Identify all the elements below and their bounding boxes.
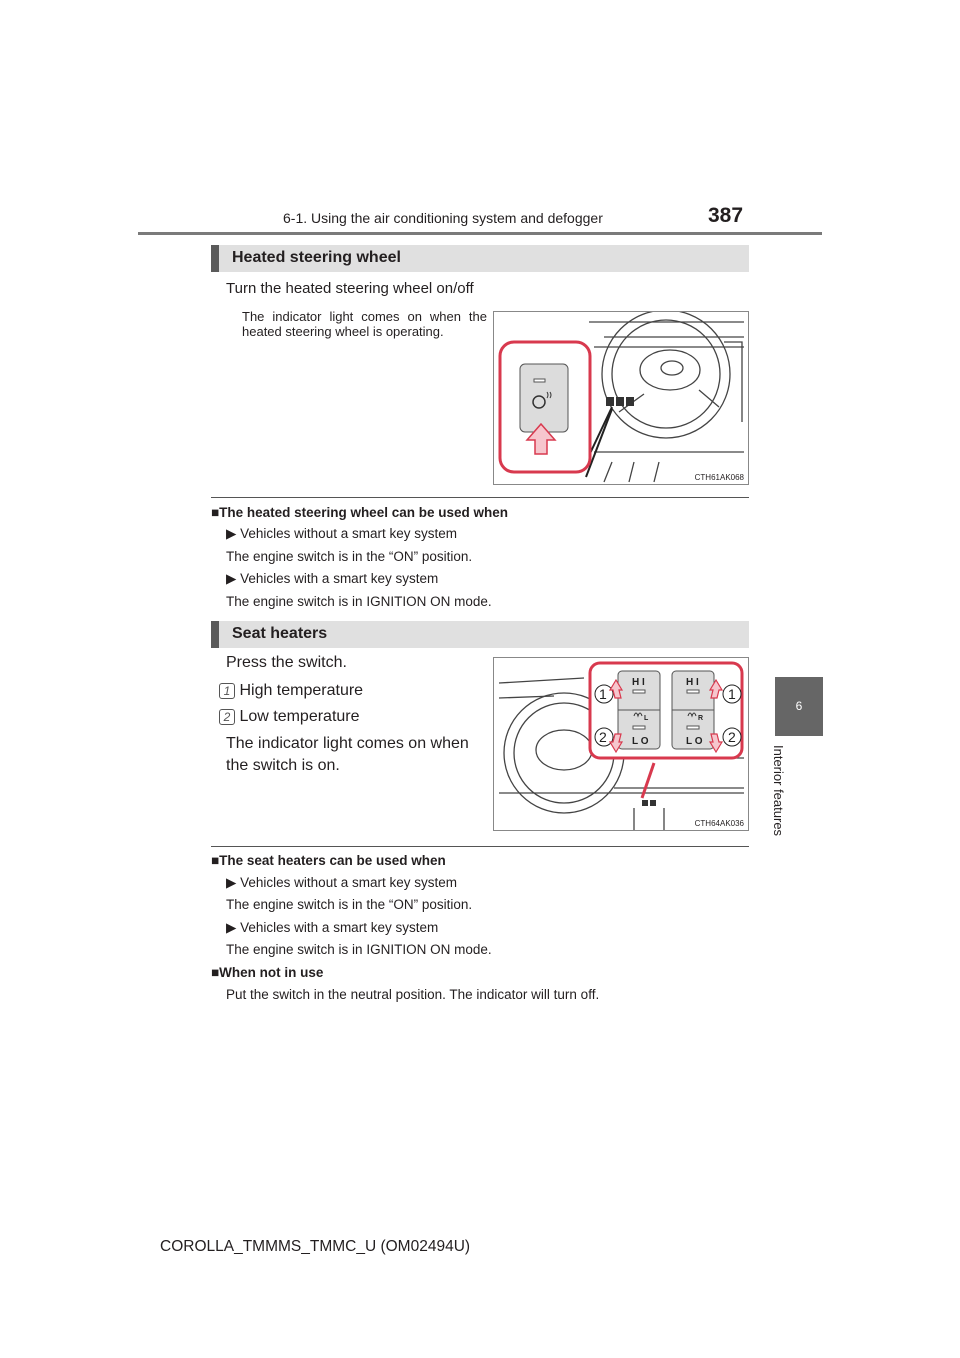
right-sub-label: R — [698, 715, 704, 722]
steering-rule — [211, 497, 749, 498]
steering-cond1: ▶ Vehicles without a smart key system — [226, 526, 457, 541]
chapter-side-label: Interior features — [771, 745, 786, 837]
seat-cond2-text: The engine switch is in IGNITION ON mode. — [226, 942, 492, 957]
chapter-tab[interactable]: 6 — [775, 677, 823, 736]
seat-cond1-text: The engine switch is in the “ON” position. — [226, 897, 473, 912]
seat-instruction: Press the switch. — [226, 654, 347, 671]
seat-heading: Seat heaters — [232, 625, 328, 642]
page-number: 387 — [708, 204, 744, 227]
header-rule — [138, 232, 822, 235]
steering-conditions-heading: ■The heated steering wheel can be used when — [211, 505, 508, 520]
notuse-heading: ■When not in use — [211, 965, 324, 980]
seat-rule — [211, 846, 749, 847]
callout-1-right: 1 — [728, 686, 736, 702]
seat-item-high: 1 High temperature — [219, 682, 363, 700]
steering-figure-code: CTH61AK068 — [694, 473, 744, 482]
steering-cond1-text: The engine switch is in the “ON” position. — [226, 549, 473, 564]
seat-cond2: ▶ Vehicles with a smart key system — [226, 920, 439, 935]
steering-heading-bar — [211, 245, 749, 272]
right-hi-label: H I — [686, 677, 699, 688]
seat-note-line1: The indicator light comes on when — [226, 735, 469, 752]
seat-cond1: ▶ Vehicles without a smart key system — [226, 875, 457, 890]
callout-2-right: 2 — [728, 729, 736, 745]
seat-figure — [493, 657, 749, 831]
notuse-text: Put the switch in the neutral position. The indicator will turn off. — [226, 987, 600, 1002]
seat-conditions-heading: ■The seat heaters can be used when — [211, 853, 446, 868]
steering-cond2-text: The engine switch is in IGNITION ON mode. — [226, 594, 492, 609]
steering-figure — [493, 311, 749, 485]
right-lo-label: L O — [686, 736, 703, 747]
callout-2-left: 2 — [599, 729, 607, 745]
left-lo-label: L O — [632, 736, 649, 747]
left-sub-label: L — [644, 715, 649, 722]
seat-figure-code: CTH64AK036 — [694, 819, 744, 828]
steering-cond2: ▶ Vehicles with a smart key system — [226, 571, 439, 586]
steering-note: The indicator light comes on when the heated steering wheel is operating. — [242, 309, 487, 339]
seat-item-low: 2 Low temperature — [219, 708, 360, 726]
left-hi-label: H I — [632, 677, 645, 688]
seat-heading-bar — [211, 621, 749, 648]
steering-instruction: Turn the heated steering wheel on/off — [226, 280, 474, 297]
callout-1-left: 1 — [599, 686, 607, 702]
section-title: 6-1. Using the air conditioning system and defogger — [283, 210, 603, 226]
seat-note-line2: the switch is on. — [226, 757, 340, 774]
steering-heading: Heated steering wheel — [232, 249, 401, 266]
footer-model-code: COROLLA_TMMMS_TMMC_U (OM02494U) — [160, 1238, 471, 1255]
